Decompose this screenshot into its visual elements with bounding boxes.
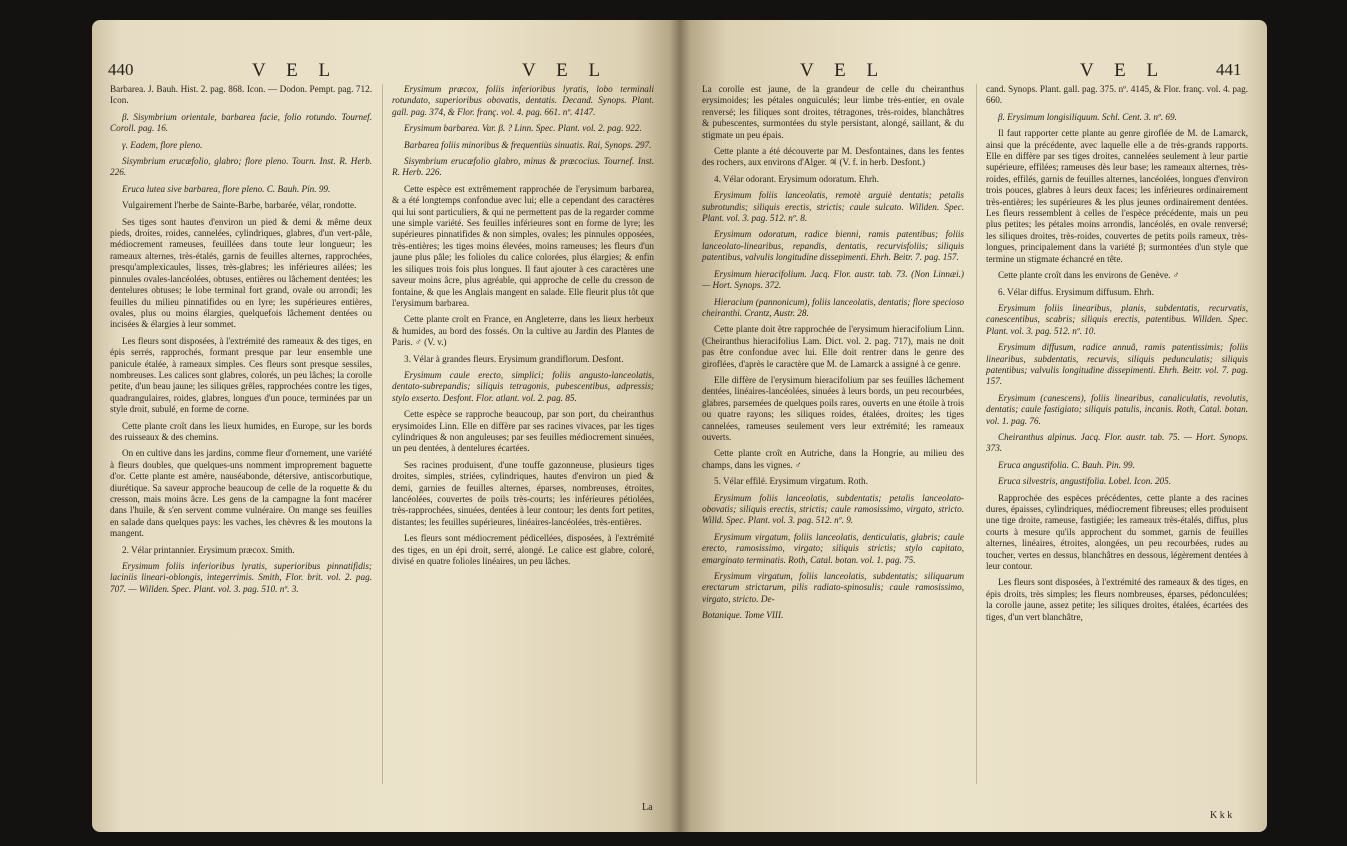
paragraph: Sisymbrium erucæfolio glabro, minus & præcocius. Tournef. Inst. R. Herb. 226. <box>392 156 654 178</box>
footer-title: Botanique. Tome VIII. <box>702 610 784 621</box>
paragraph: Barbarea foliis minoribus & frequentiùs sinuatis. Rai, Synops. 297. <box>404 139 652 150</box>
left-col-1 <box>110 84 372 600</box>
column-rule <box>382 84 383 784</box>
right-col-2 <box>986 84 1248 628</box>
paragraph: Barbarea. J. Bauh. Hist. 2. pag. 868. Icon. — Dodon. Pempt. pag. 712. Icon. <box>110 84 372 106</box>
species-heading: 4. Vélar odorant. Erysimum odoratum. Ehrh. <box>714 173 879 184</box>
paragraph: Cette plante croît dans les lieux humides, en Europe, sur les bords des ruisseaux & des chemins. <box>110 420 372 442</box>
paragraph: Erysimum hieracifolium. Jacq. Flor. austr. tab. 73. (Non Linnæi.) — Hort. Synops. 372. <box>702 268 964 291</box>
paragraph: Hieracium (pannonicum), foliis lanceolatis, dentatis; flore specioso cheiranthi. Crantz, Austr. 28. <box>702 296 964 318</box>
species-heading: 3. Vélar à grandes fleurs. Erysimum grandiflorum. Desfont. <box>404 353 624 364</box>
paragraph: Erysimum barbarea. Var. β. ? Linn. Spec. Plant. vol. 2. pag. 922. <box>404 123 642 134</box>
running-head-left: V E L <box>800 60 887 81</box>
paragraph: Les fleurs sont disposées, à l'extrémité des rameaux & des tiges, en épis droits, très simples; les fleurs nombreuses, éparses, pédonculées; la corolle jaune, assez petite; les siliques droites, étalées, écartées des tiges, d'un vert blanchâtre, <box>986 577 1248 622</box>
paragraph: Erysimum foliis lanceolatis, remotè arguiè dentatis; petalis subrotundis; siliquis erectis, strictis; caule sulcato. Willden. Spec. Plant. vol. 3. pag. 512. nº. 8. <box>702 190 964 224</box>
paragraph: Cette espèce se rapproche beaucoup, par son port, du cheiranthus erysimoides Linn. Elle en diffère par ses racines vivaces, par les tiges cylindriques & non anguleuses; par ses feuilles médiocrement sinuées, un peu dentées, à dentelures écartées. <box>392 409 654 454</box>
paragraph: Sisymbrium erucæfolio, glabro; flore pleno. Tourn. Inst. R. Herb. 226. <box>110 156 372 178</box>
paragraph: Rapprochée des espèces précédentes, cette plante a des racines dures, épaisses, cylindriques, médiocrement fibreuses; elles produisent une tige droite, rameuse, fastigiée; les rameaux très-étalés, diffus, plus courts à mesure qu'ils approchent du sommet, garnis de feuilles alternes, linéaires, étroites, alongées, un peu recourbées, rudes au toucher, vertes en dessus, blanchâtres en dessous, légèrement dentées à leur contour. <box>986 492 1248 572</box>
paragraph: Erysimum diffusum, radice annuâ, ramis patentissimis; foliis linearibus, subdentatis, recurvis, siliquis pedunculatis; siliquis patentibus; valvulis longitudine dissepimenti. Ehrh. Beitr. vol. 7. pag. 157. <box>986 342 1248 387</box>
species-heading: 2. Vélar printannier. Erysimum præcox. Smith. <box>122 544 295 555</box>
paragraph: Les fleurs sont médiocrement pédicellées, disposées, à l'extrémité des tiges, en un épi droit, serré, alongé. Le calice est glabre, coloré, divisé en quatre folioles linéaires, un peu lâches. <box>392 533 654 567</box>
paragraph: Eruca lutea sive barbarea, flore pleno. C. Bauh. Pin. 99. <box>122 183 331 194</box>
paragraph: Les fleurs sont disposées, à l'extrémité des rameaux & des tiges, en épis serrés, rapprochés, formant presque par leur ensemble une panicule étalée, à rameaux simples. Ces fleurs sont presque sessiles, nombreuses. Les calices sont glabres, colorés, un peu lâches; la corolle petite, d'un beau jaune; les siliques grêles, rapprochées contre les tiges, quadrangulaires, roides, glabres, longues d'un pouce, terminées par un style droit, subulé, en forme de corne. <box>110 335 372 415</box>
paragraph: Elle diffère de l'erysimum hieracifolium par ses feuilles lâchement dentées, linéaires-lancéolées, sinuées à leurs bords, un peu recourbées, glabres, parsemées de quelques poils rares, ouverts en une étoile à trois ou quatre rayons; les siliques roides, étalées, droites; les tiges cannelées, rameuses seulement vers leur extrémité; les rameaux ouverts. <box>702 374 964 442</box>
page-number-right: 441 <box>1216 60 1242 79</box>
right-col-1 <box>702 84 964 627</box>
paragraph: Erysimum caule erecto, simplici; foliis angusto-lanceolatis, dentato-subrepandis; siliquis tetragonis, pubescentibus, adpressis; stylo exserto. Desfont. Flor. atlant. vol. 2. pag. 85. <box>392 369 654 403</box>
book-spread <box>92 20 1267 832</box>
species-heading: 6. Vélar diffus. Erysimum diffusum. Ehrh. <box>998 286 1154 297</box>
paragraph: Erysimum foliis inferioribus lyratis, superioribus pinnatifidis; laciniis lineari-oblongis, integerrimis. Smith, Flor. brit. vol. 2. pag. 707. — Willden. Spec. Plant. vol. 3. pag. 510. nº. 3. <box>110 561 372 594</box>
paragraph: Erysimum odoratum, radice bienni, ramis patentibus; foliis lanceolato-linearibus, repandis, dentatis, recurvisfoliis; siliquis patentibus, valvulis longitudine dissepimenti. Ehrh. Beitr. 7. pag. 157. <box>702 229 964 263</box>
paragraph: Erysimum foliis lanceolatis, subdentatis; petalis lanceolato-obovatis; siliquis erectis, strictis; caule ramosissimo, virgato, stricto. Willd. Spec. Plant. vol. 3. pag. 512. nº. 9. <box>702 492 964 526</box>
paragraph: Cette plante croît en France, en Angleterre, dans les lieux herbeux & humides, au bord des fossés. On la cultive au Jardin des Plantes de Paris. ♂ (V. v.) <box>392 314 654 348</box>
paragraph: Erysimum virgatum, foliis lanceolatis, denticulatis, glabris; caule erecto, ramosissimo, virgato; siliquis strictis; stylo capitato, emarginato terminatis. Roth, Catal. botan. vol. 1. pag. 75. <box>702 531 964 565</box>
paragraph: Eruca angustifolia. C. Bauh. Pin. 99. <box>998 459 1135 470</box>
paragraph: Erysimum virgatum, foliis lanceolatis, subdentatis; siliquarum erectarum strictarum, pilis radiato-spinosulis; caule ramosissimo, virgato, stricto. De- <box>702 571 964 604</box>
paragraph: Vulgairement l'herbe de Sainte-Barbe, barbarée, vélar, rondotte. <box>122 200 357 211</box>
paragraph: Cheiranthus alpinus. Jacq. Flor. austr. tab. 75. — Hort. Synops. 373. <box>986 431 1248 454</box>
paragraph: Ses racines produisent, d'une touffe gazonneuse, plusieurs tiges droites, simples, striées, cylindriques, hautes d'environ un pied & demi, garnies de feuilles alternes, éparses, nombreuses, étroites, lancéolées, couvertes de poils très-courts; les inférieures pétiolées, très-rapprochées, sinuées, dentées à leur contour; les dents fort petites, distantes; les feuilles supérieures, linéaires-lancéolées, très-entières. <box>392 459 654 527</box>
paragraph: Eruca silvestris, angustifolia. Lobel. Icon. 205. <box>998 476 1172 487</box>
paragraph: β. Sisymbrium orientale, barbarea facie, folio rotundo. Tournef. Coroll. pag. 16. <box>110 111 372 134</box>
left-col-2 <box>392 84 654 572</box>
paragraph: cand. Synops. Plant. gall. pag. 375. nº. 4145, & Flor. franç. vol. 4. pag. 660. <box>986 84 1248 106</box>
paragraph: La corolle est jaune, de la grandeur de celle du cheiranthus erysimoides; les pétales onguiculés; leur limbe très-entier, en ovale renversé; les filiques sont droites, tétragones, très-roides, blanchâtres & pubescentes, surmontées du style persistant, alongé, saillant, & du stigmate un peu épais. <box>702 84 964 140</box>
book-gutter <box>670 20 690 832</box>
running-head-left: V E L <box>252 60 339 81</box>
paragraph: Cette plante doit être rapprochée de l'erysimum hieracifolium Linn. (Cheiranthus hieracifolius Lam. Dict. vol. 2. pag. 717), mais ne doit pas être confondue avec lui. Elle doit rentrer dans le genre des giroflées, d'après le caractère que M. de Lamarck a assigné à ce genre. <box>702 324 964 369</box>
paragraph: γ. Eadem, flore pleno. <box>122 139 203 150</box>
catchword: La <box>642 802 653 813</box>
left-page <box>92 20 680 832</box>
paragraph: Cette plante a été découverte par M. Desfontaines, dans les fentes des rochers, aux environs d'Alger. ♃ (V. f. in herb. Desfont.) <box>702 146 964 168</box>
column-rule <box>976 84 977 784</box>
paragraph: Cette plante croît dans les environs de Genève. ♂ <box>998 270 1180 281</box>
paragraph: Ses tiges sont hautes d'environ un pied & demi & même deux pieds, droites, roides, cannelées, cylindriques, glabres, d'un vert-pâle, médiocrement rameuses, feuillées dans toute leur longueur; les rameaux alternes, très-étalés, garnis de feuilles alternes, rapprochées, presqu'amplexicaules, lisses, très-glabres; les inférieures ailées; les pinnules ovales-lancéolées, obtuses, entières ou lâchement dentées; les dentelures obtuses; le lobe terminal fort grand, ovale ou arrondi; les feuilles du milieu pinnatifides ou en lyre; les supérieures entières, ovales, plus ou moins élargies, quelquefois lâchement dentées ou incisées & élargies à leur sommet. <box>110 216 372 330</box>
signature-mark: K k k <box>1210 810 1233 821</box>
paragraph: β. Erysimum longisiliquum. Schl. Cent. 3. nº. 69. <box>998 111 1177 122</box>
right-page <box>680 20 1267 832</box>
running-head-right: V E L <box>1080 60 1167 81</box>
page-number-left: 440 <box>108 60 134 79</box>
paragraph: Erysimum præcox, foliis inferioribus lyratis, lobo terminali rotundato, superioribus obovatis, dentatis. Decand. Synops. Plant. gall. pag. 374, & Flor. franç. vol. 4. pag. 661. nº. 4147. <box>392 84 654 117</box>
species-heading: 5. Vélar effilé. Erysimum virgatum. Roth. <box>714 476 868 487</box>
paragraph: Erysimum foliis linearibus, planis, subdentatis, recurvatis, canescentibus, scabris; siliquis erectis, patentibus. Willden. Spec. Plant. vol. 3. pag. 512. nº. 10. <box>986 302 1248 336</box>
paragraph: Cette espèce est extrêmement rapprochée de l'erysimum barbarea, & a été longtemps confondue avec lui; elle a cependant des caractères qui lui sont particuliers, & qui ne permettent pas de la regarder comme une simple variété. Ses feuilles inférieures sont en forme de lyre; les supérieures pinnatifides & non simples, ovales; les pinnules opposées, très-entières; les tiges moins élevées, moins rameuses; les fleurs d'un jaune plus pâle; les folioles du calice colorées, plus élargies; & enfin les siliques trois fois plus longues. Il faut ajouter à ces caractères une saveur moins âcre, plus agréable, qui approche de celle du cresson de fontaine, & que les Anglais mangent en salade. Elle fleurit plus tôt que l'erysimum barbarea. <box>392 183 654 308</box>
paragraph: Erysimum (canescens), foliis linearibus, canaliculatis, revolutis, dentatis; caule fastigiato; siliquis patulis, incanis. Roth, Catal. botan. vol. 1. pag. 76. <box>986 392 1248 426</box>
paragraph: On en cultive dans les jardins, comme fleur d'ornement, une variété à fleurs doubles, que quelques-uns nomment improprement baguette d'or. Cette plante est amère, nauséabonde, détersive, antiscorbutique, diurétique. Sa saveur approche beaucoup de celle de la roquette & du cresson, mais moins âcre. Les gens de la campagne la font macérer dans l'huile, & s'en servent comme vulnéraire. On mange ses feuilles en salade dans quelques pays: les vaches, les chèvres & les moutons la mangent. <box>110 448 372 539</box>
running-head-right: V E L <box>522 60 609 81</box>
paragraph: Cette plante croît en Autriche, dans la Hongrie, au milieu des champs, dans les vignes. ♂ <box>702 448 964 470</box>
paragraph: Il faut rapporter cette plante au genre giroflée de M. de Lamarck, ainsi que la précédente, avec laquelle elle a de très-grands rapports. Elle en diffère par ses tiges droites, cannelées seulement à leur partie supérieure, effilées; rameuses dès leur base; les rameaux alternes, très-roides, effilés, garnis de feuilles alternes, lancéolées, longues d'environ trois pouces, glabres à leurs deux faces; les inférieures ordinairement très-entières; les supérieures & les plus jeunes ordinairement dentées. Les fleurs ressemblent à celles de l'espèce précédente, mais un peu plus petites; les pétales moins arrondis, lancéolés, en ovale renversé; les siliques droites, très-roides, couvertes de petits poils rameux, très-longues, principalement dans la variété β; surmontées d'un style que termine un stigmate échancré en tête. <box>986 128 1248 264</box>
